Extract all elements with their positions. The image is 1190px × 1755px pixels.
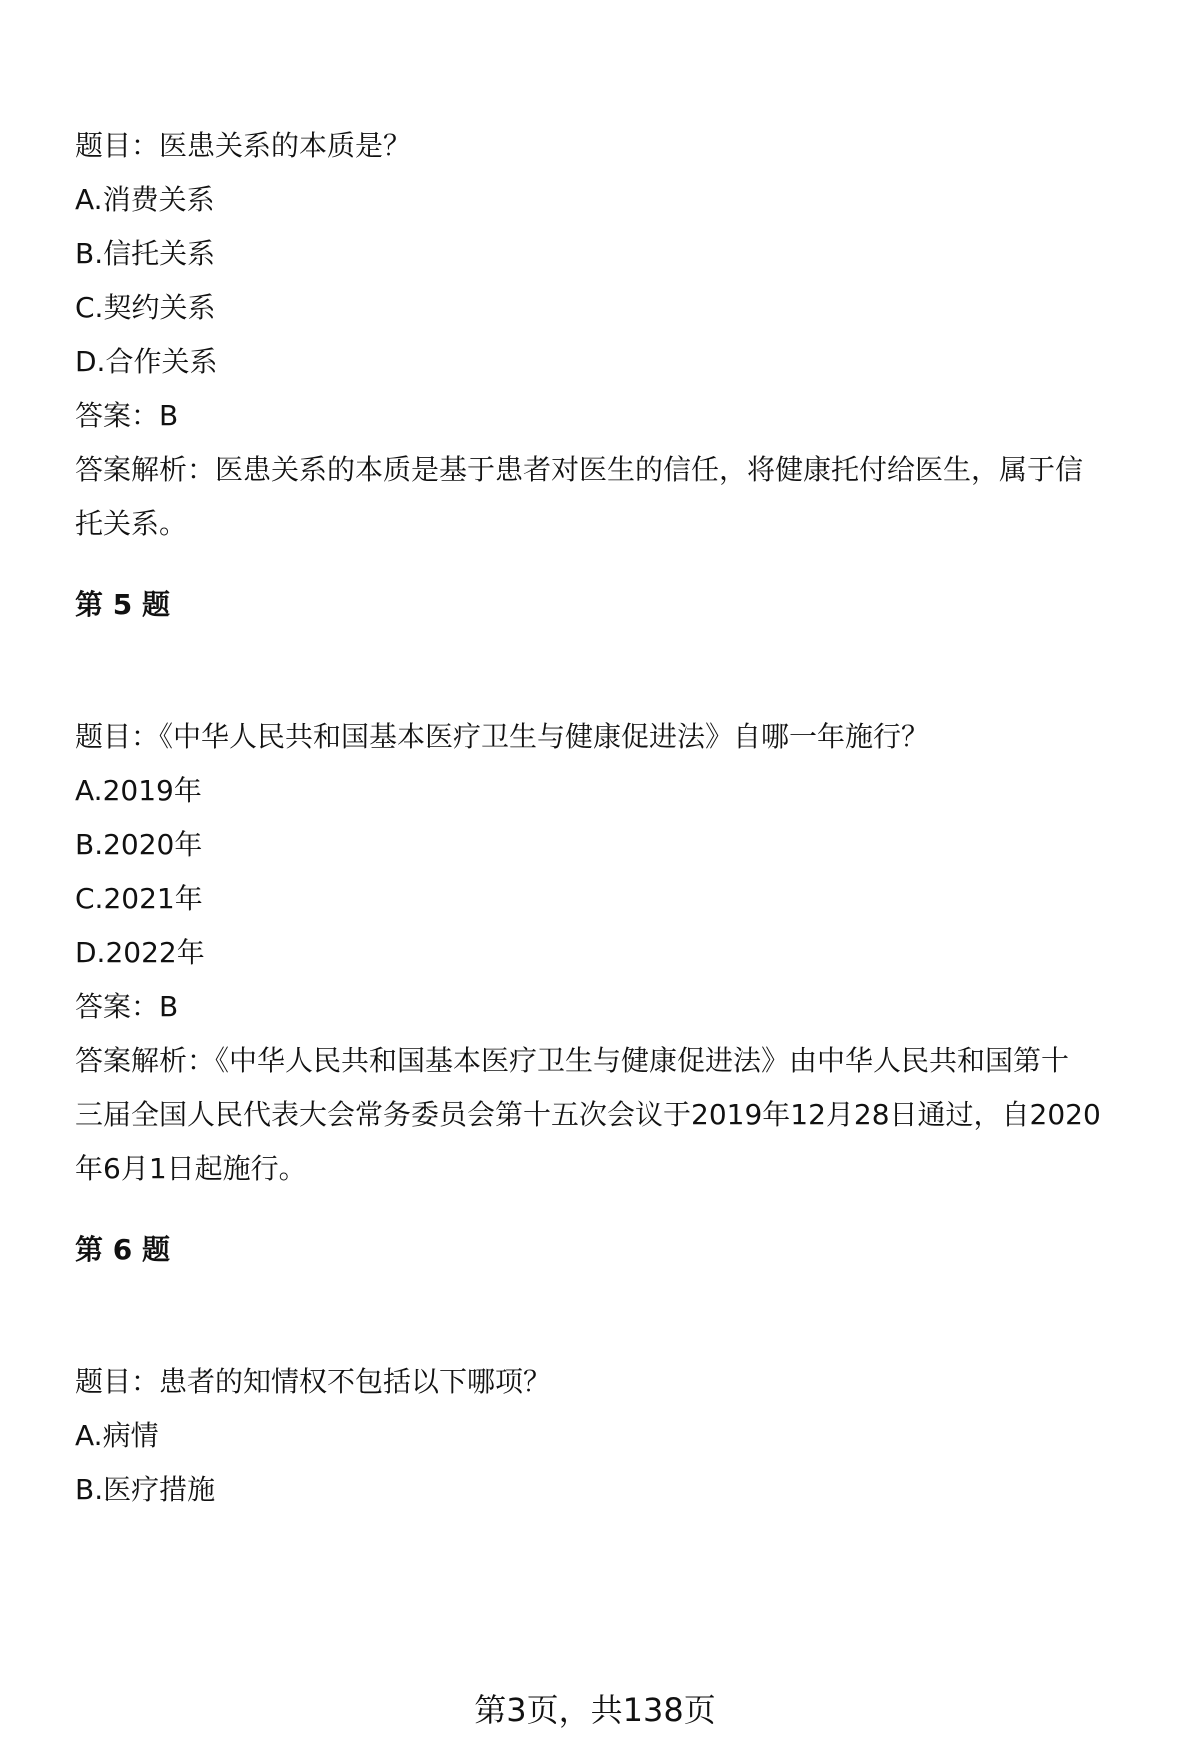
question-5-analysis-line-2: 三届全国人民代表大会常务委员会第十五次会议于2019年12月28日通过，自2020 bbox=[75, 1098, 1101, 1131]
question-4-option-d: D.合作关系 bbox=[75, 345, 218, 378]
question-5-option-a: A.2019年 bbox=[75, 774, 202, 807]
question-4-analysis-line-1: 答案解析：医患关系的本质是基于患者对医生的信任，将健康托付给医生，属于信 bbox=[75, 453, 1084, 486]
page-number-footer: 第3页，共138页 bbox=[474, 1691, 716, 1729]
question-5-option-c: C.2021年 bbox=[75, 882, 203, 915]
question-4-option-c: C.契约关系 bbox=[75, 291, 216, 324]
question-5-text: 题目：《中华人民共和国基本医疗卫生与健康促进法》自哪一年施行？ bbox=[75, 720, 930, 753]
question-4-answer: 答案：B bbox=[75, 399, 179, 432]
question-5-option-d: D.2022年 bbox=[75, 936, 205, 969]
question-5-answer: 答案：B bbox=[75, 990, 179, 1023]
question-5-heading: 第 5 题 bbox=[75, 588, 170, 621]
question-4-text: 题目：医患关系的本质是？ bbox=[75, 129, 412, 162]
question-4-option-a: A.消费关系 bbox=[75, 183, 215, 216]
question-6-option-a: A.病情 bbox=[75, 1419, 159, 1452]
question-6-heading: 第 6 题 bbox=[75, 1233, 170, 1266]
question-5-option-b: B.2020年 bbox=[75, 828, 203, 861]
question-6-text: 题目：患者的知情权不包括以下哪项？ bbox=[75, 1365, 552, 1398]
question-5-analysis-line-3: 年6月1日起施行。 bbox=[75, 1152, 307, 1185]
question-4-analysis-line-2: 托关系。 bbox=[75, 507, 188, 540]
question-5-analysis-line-1: 答案解析：《中华人民共和国基本医疗卫生与健康促进法》由中华人民共和国第十 bbox=[75, 1044, 1070, 1077]
question-4-option-b: B.信托关系 bbox=[75, 237, 216, 270]
question-6-option-b: B.医疗措施 bbox=[75, 1473, 216, 1506]
